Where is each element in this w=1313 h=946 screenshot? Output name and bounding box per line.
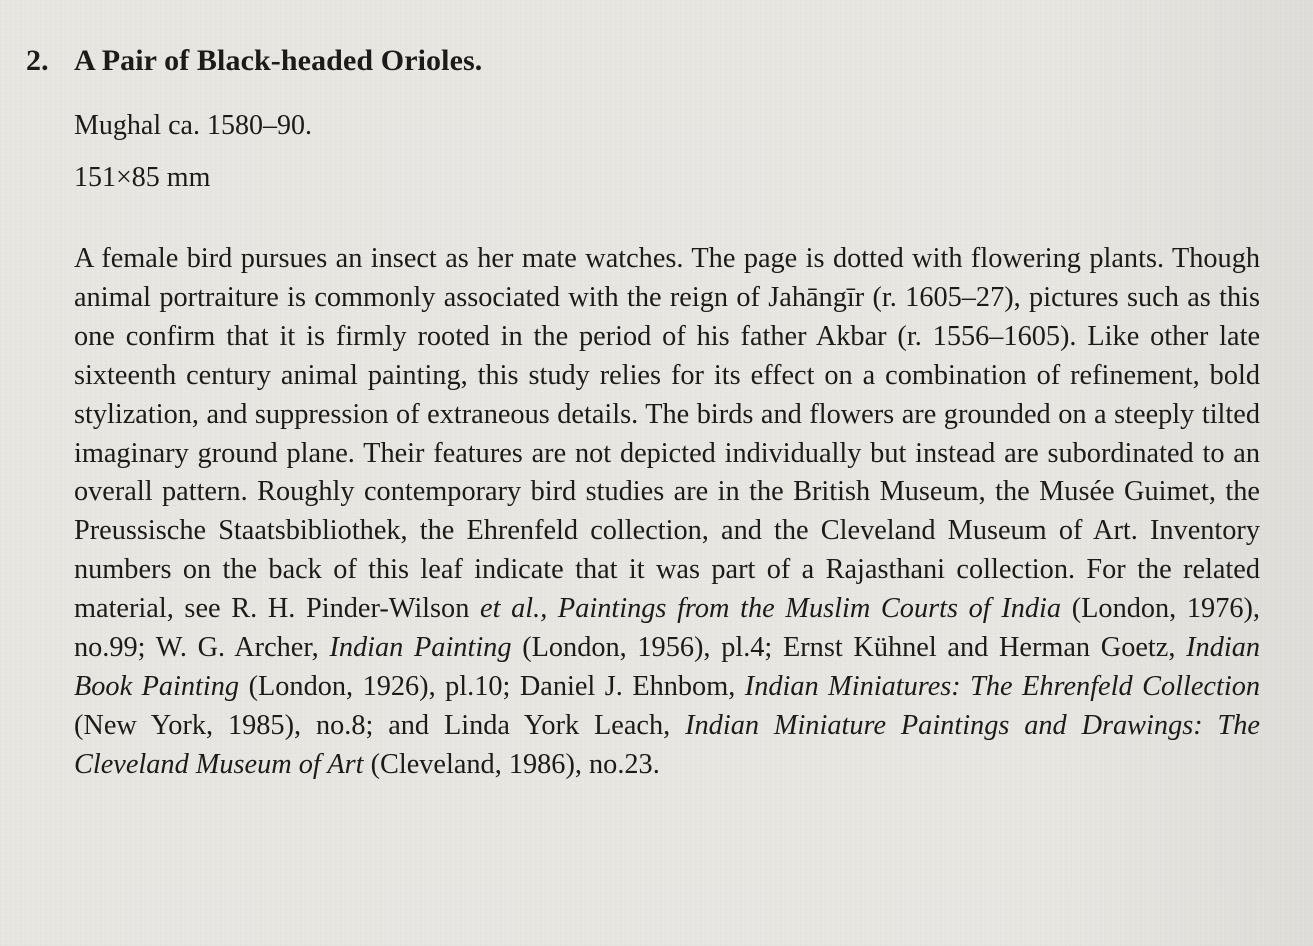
description-text-4: (London, 1926), pl.10; Daniel J. Ehnbom,: [248, 670, 736, 702]
description-citation-italic-5: Indian Miniature Paintings and Drawings: The Cleveland Museum of Art: [74, 709, 1260, 780]
description-text-1: A female bird pursues an insect as her mate watches. The page is dotted with flowering plants. Though animal portraiture is commonly associated with the reign of Jahāngīr (r. 1605–27), pictures such as this one confirm that it is firmly rooted in the period of his father Akbar (r. 1556–1605). Like other late sixteenth century animal painting, this study relies for its effect on a combination of refinement, bold stylization, and suppression of extraneous details. The birds and flowers are grounded on a steeply tilted imaginary ground plane. Their features are not depicted individually but instead are subordinated to an overall pattern. Roughly contemporary bird studies are in the British Museum, the Musée Guimet, the Preussische Staatsbibliothek, the Ehrenfeld collection, and the Cleveland Museum of Art. Inventory numbers on the back of this leaf indicate that it was part of a Rajasthani collection. For the related material, see R. H. Pinder-Wilson: [74, 243, 1260, 625]
entry-title: A Pair of Black-headed Orioles.: [74, 44, 483, 77]
entry-origin: Mughal ca. 1580–90.: [74, 110, 312, 141]
description-text-6: (Cleveland, 1986), no.23.: [370, 748, 660, 780]
entry-description: [74, 240, 1260, 785]
description-citation-italic-4: Indian Miniatures: The Ehrenfeld Collection: [744, 670, 1260, 702]
description-text-2: (London, 1976), no.99; W. G. Archer,: [74, 593, 1260, 664]
description-text-5: (New York, 1985), no.8; and Linda York Leach,: [74, 709, 671, 741]
description-citation-italic-3: Indian Book Painting: [74, 632, 1261, 702]
entry-number: 2.: [26, 44, 49, 77]
description-citation-italic-1: et al., Paintings from the Muslim Courts of India: [480, 593, 1062, 625]
description-citation-italic-2: Indian Painting: [329, 632, 512, 664]
description-text-3: (London, 1956), pl.4; Ernst Kühnel and Herman Goetz,: [522, 632, 1176, 664]
entry-dimensions: 151×85 mm: [74, 162, 211, 193]
entry-heading: [26, 44, 482, 78]
